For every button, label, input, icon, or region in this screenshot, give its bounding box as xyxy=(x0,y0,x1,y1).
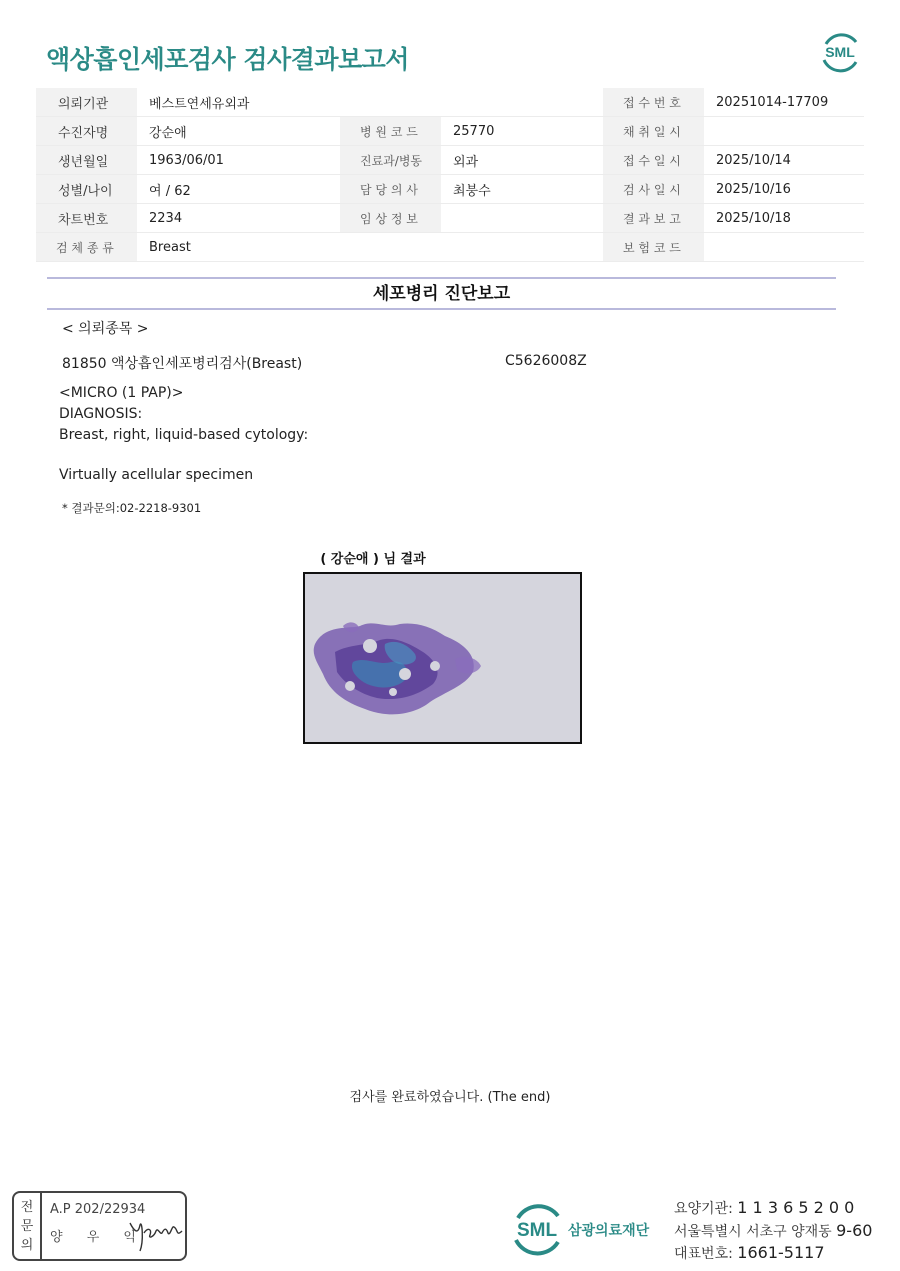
value-hospital-code: 25770 xyxy=(441,117,603,146)
sml-logo-icon xyxy=(818,30,862,74)
order-insurance-code: C5626008Z xyxy=(505,353,587,369)
section-title: 세포병리 진단보고 xyxy=(372,284,511,304)
registry-value: 1 1 3 6 5 2 0 0 xyxy=(737,1198,855,1217)
label-receipt-number: 접 수 번 호 xyxy=(603,88,704,117)
label-report-date: 결 과 보 고 xyxy=(603,204,704,233)
label-sex-age: 성별/나이 xyxy=(36,175,137,204)
value-chart-number: 2234 xyxy=(137,204,340,233)
registry-label: 요양기관 xyxy=(674,1201,729,1217)
label-birth-date: 생년월일 xyxy=(36,146,137,175)
value-birth-date: 1963/06/01 xyxy=(137,146,340,175)
sml-footer-logo-text: SML xyxy=(516,1220,558,1241)
footer-address xyxy=(674,1221,872,1241)
address-value: 9-60 xyxy=(836,1221,873,1240)
label-requesting-institution: 의뢰기관 xyxy=(36,88,137,117)
label-department: 진료과/병동 xyxy=(340,146,441,175)
patient-info-table xyxy=(36,88,864,262)
table-row xyxy=(36,233,864,262)
specialist-stamp xyxy=(12,1191,187,1261)
address-label: 서울특별시 서초구 양재동 xyxy=(674,1224,832,1240)
signature-icon xyxy=(126,1211,186,1255)
label-test-date: 검 사 일 시 xyxy=(603,175,704,204)
label-receipt-date: 접 수 일 시 xyxy=(603,146,704,175)
label-specimen-type: 검 체 종 류 xyxy=(36,233,137,262)
value-report-date: 2025/10/18 xyxy=(704,204,864,233)
image-caption: ( 강순애 ) 님 결과 xyxy=(320,552,426,567)
value-physician: 최붕수 xyxy=(441,175,603,204)
value-insurance-code xyxy=(704,233,864,262)
value-requesting-institution: 베스트연세유외과 xyxy=(137,88,603,117)
cell-cluster-picture xyxy=(305,574,580,742)
micro-line: <MICRO (1 PAP)> xyxy=(59,385,184,401)
phone-label: 대표번호 xyxy=(674,1246,729,1262)
sml-footer-logo-icon xyxy=(508,1200,566,1258)
end-text: 검사를 완료하였습니다. (The end) xyxy=(349,1090,551,1105)
stamp-side-char: 의 xyxy=(20,1238,34,1253)
label-physician: 담 당 의 사 xyxy=(340,175,441,204)
label-chart-number: 차트번호 xyxy=(36,204,137,233)
value-department: 외과 xyxy=(441,146,603,175)
stamp-side-label xyxy=(14,1193,42,1259)
label-patient-name: 수진자명 xyxy=(36,117,137,146)
order-code-name: 81850 액상흡인세포병리검사(Breast) xyxy=(62,356,303,372)
sml-logo-text: SML xyxy=(825,44,855,60)
table-row xyxy=(36,204,864,233)
table-row xyxy=(36,146,864,175)
label-collection-date: 채 취 일 시 xyxy=(603,117,704,146)
stamp-side-char: 전 xyxy=(20,1200,34,1215)
value-clinical-info xyxy=(441,204,603,233)
table-row xyxy=(36,88,864,117)
value-specimen-type: Breast xyxy=(137,233,603,262)
stamp-side-char: 문 xyxy=(20,1219,34,1234)
footer-phone: 대표번호: 1661-5117 xyxy=(674,1243,825,1262)
value-receipt-number: 20251014-17709 xyxy=(704,88,864,117)
doctor-name: 양 우 익 xyxy=(50,1230,146,1245)
value-collection-date xyxy=(704,117,864,146)
table-row xyxy=(36,117,864,146)
label-hospital-code: 병 원 코 드 xyxy=(340,117,441,146)
diagnosis-label: DIAGNOSIS: xyxy=(59,406,143,422)
value-test-date: 2025/10/16 xyxy=(704,175,864,204)
footer-registry: 요양기관: 1 1 3 6 5 2 0 0 xyxy=(674,1198,855,1217)
diagnosis-result: Virtually acellular specimen xyxy=(59,467,254,483)
diagnosis-site: Breast, right, liquid-based cytology: xyxy=(59,427,309,443)
phone-value: 1661-5117 xyxy=(737,1243,825,1262)
footer-org-name: 삼광의료재단 xyxy=(568,1223,650,1239)
value-patient-name: 강순애 xyxy=(137,117,340,146)
table-row xyxy=(36,175,864,204)
label-insurance-code: 보 험 코 드 xyxy=(603,233,704,262)
inquiry-phone: * 결과문의:02-2218-9301 xyxy=(62,501,202,515)
section-bottom-rule xyxy=(47,308,836,310)
value-receipt-date: 2025/10/14 xyxy=(704,146,864,175)
order-heading: < 의뢰종목 > xyxy=(62,321,149,337)
value-sex-age: 여 / 62 xyxy=(137,175,340,204)
report-title: 액상흡인세포검사 검사결과보고서 xyxy=(46,45,409,74)
cytology-image xyxy=(303,572,582,744)
label-clinical-info: 임 상 정 보 xyxy=(340,204,441,233)
ap-number: A.P 202/22934 xyxy=(50,1202,146,1217)
